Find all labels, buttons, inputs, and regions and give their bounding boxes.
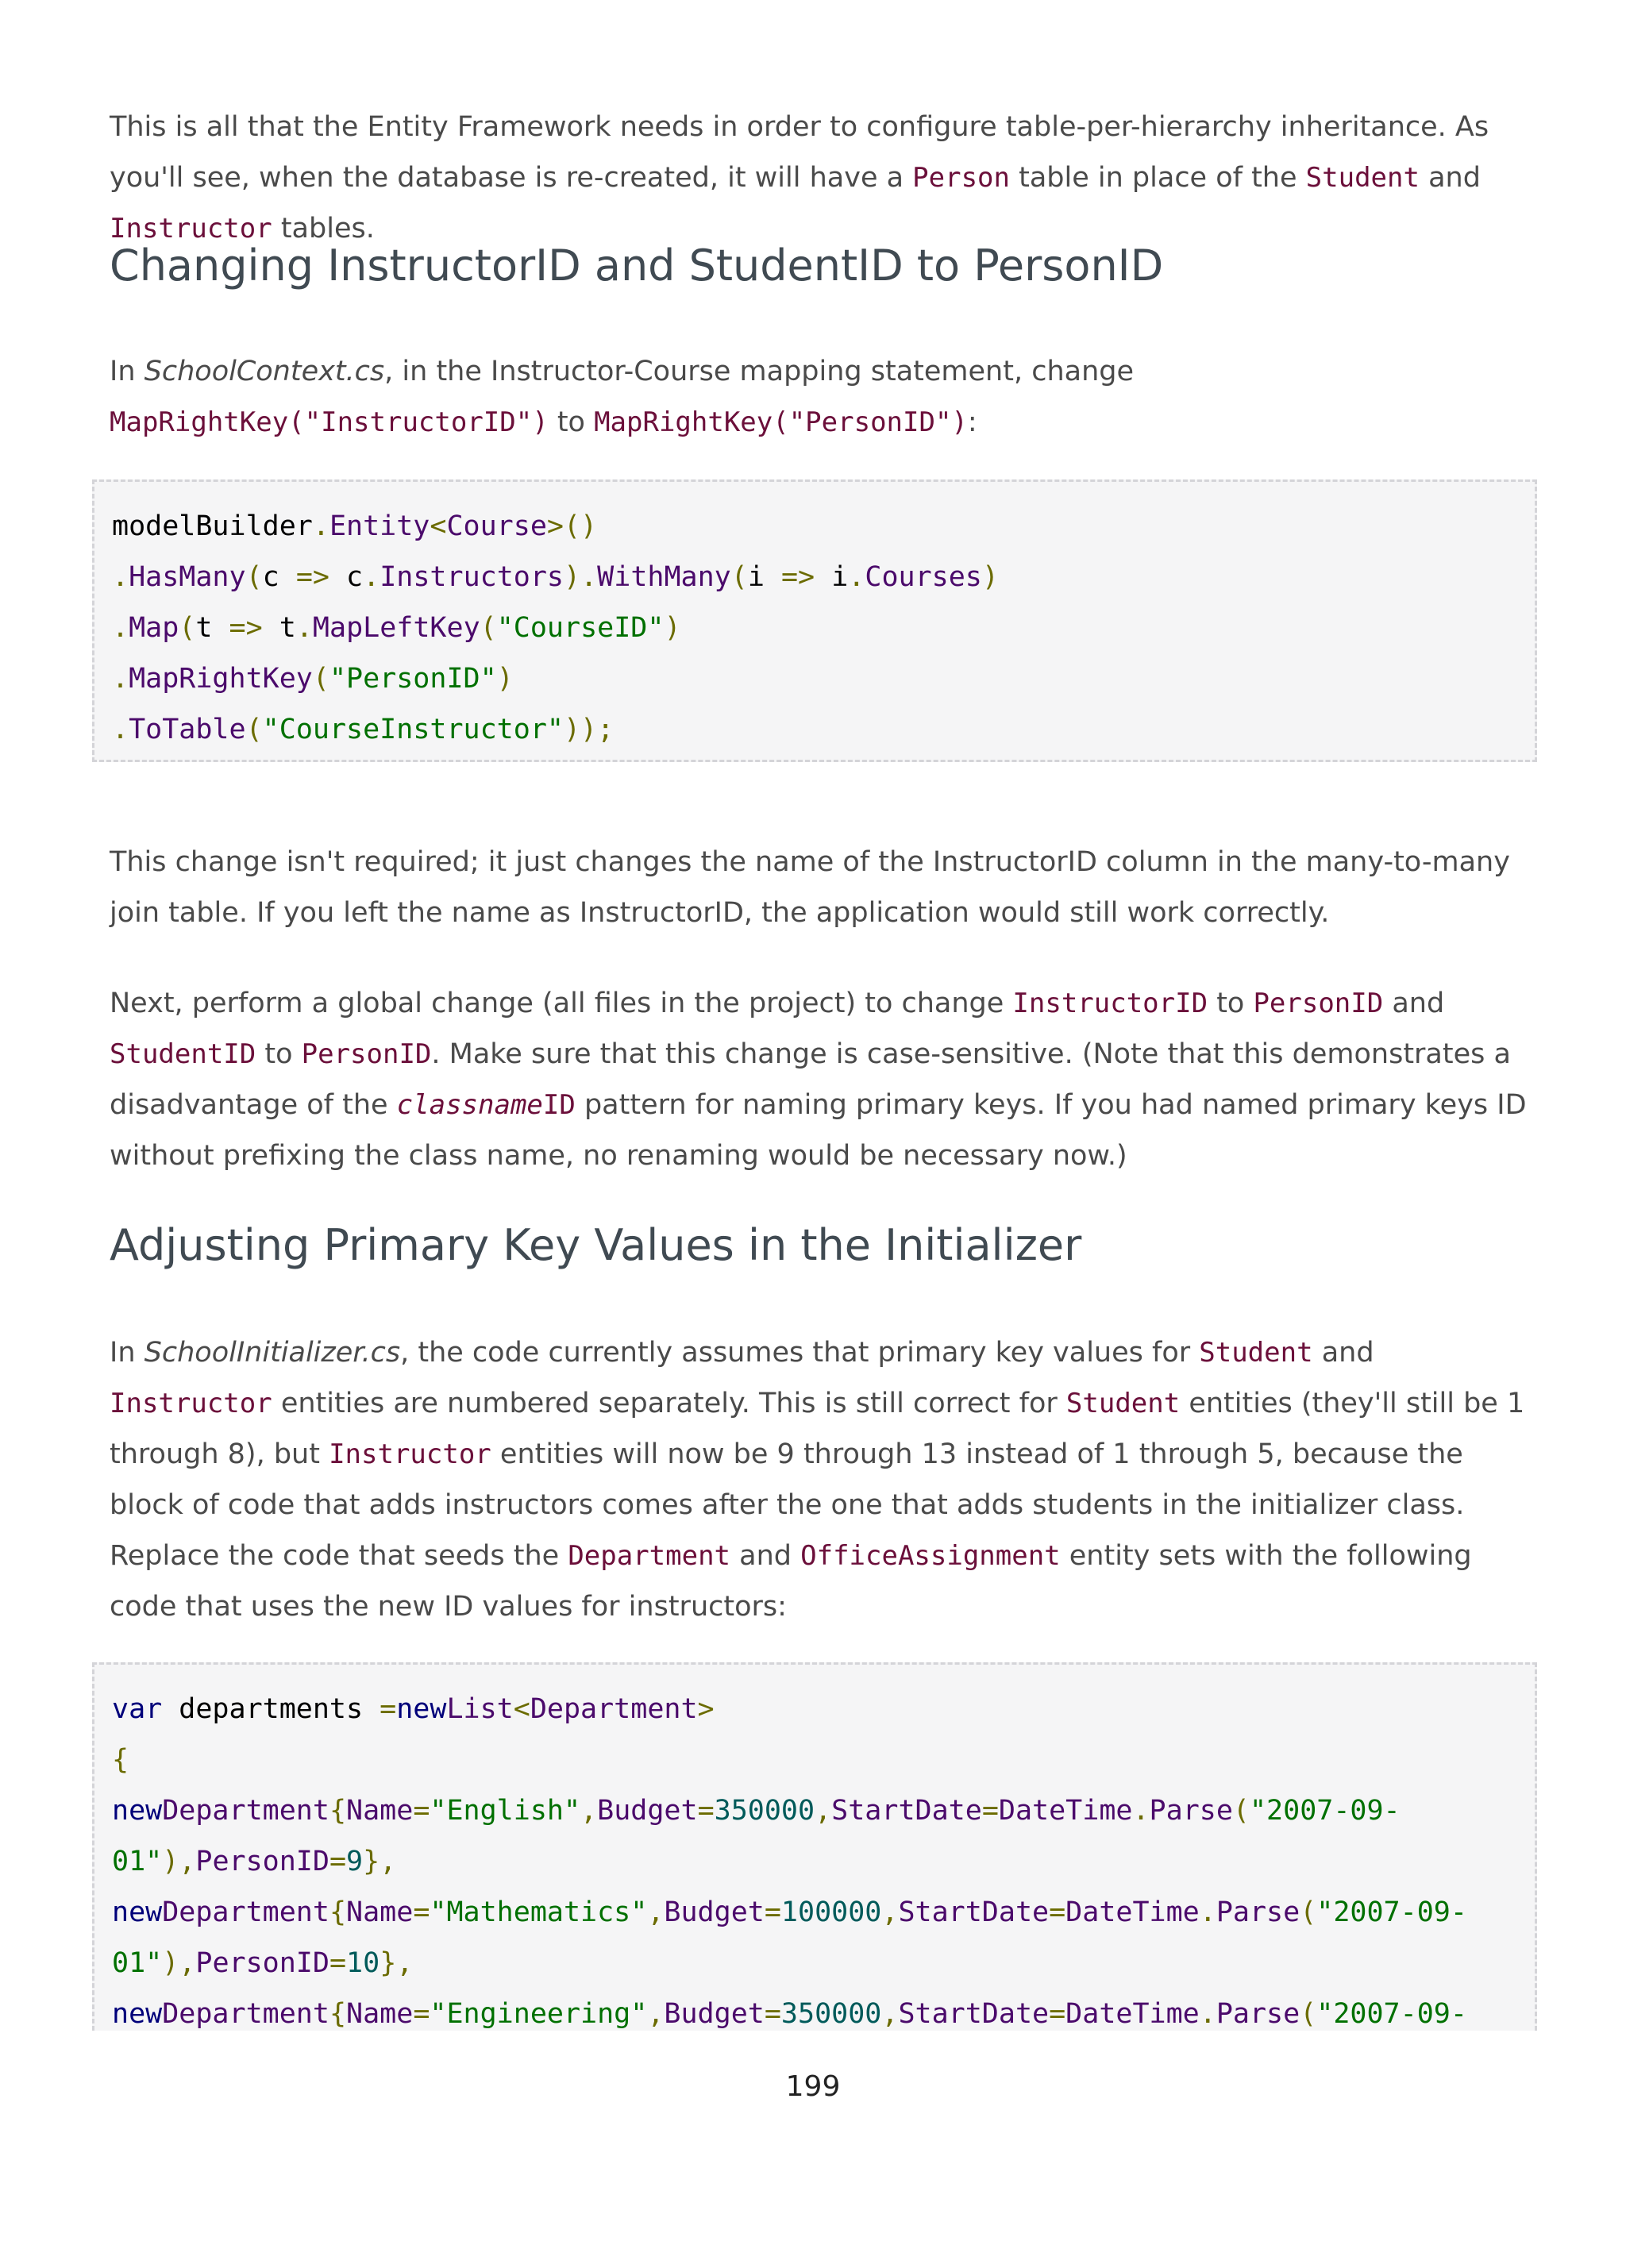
global-change-paragraph: Next, perform a global change (all files in the project) to change InstructorID to PersonID and StudentID to PersonID. Make sure that this change is case-sensitive. (Note that this demonstrates a disadvantage of the classnameID pattern for naming primary keys. If you had named primary keys ID without prefixing the class name, no renaming would be necessary now.) [110, 988, 1527, 1172]
code-line-1: modelBuilder.Entity<Course>() [112, 510, 598, 542]
code-line-7: newDepartment{Name="Engineering",Budget=350000,StartDate=DateTime.Parse("2007-09- [112, 1998, 1467, 2030]
schoolinitializer-paragraph: In SchoolInitializer.cs, the code currently assumes that primary key values for Student and Instructor entities are numbered separately. This is still correct for Student entities (they'll still be 1 through 8), but Instructor entities will now be 9 through 13 instead of 1 through 5, because the block of code that adds instructors comes after the one that adds students in the initializer class. Replace the code that seeds the Department and OfficeAssignment entity sets with the following code that uses the new ID values for instructors: [110, 1337, 1525, 1623]
inline-code-studentid: StudentID [110, 1038, 256, 1070]
section-heading-changing-ids: Changing InstructorID and StudentID to PersonID [110, 241, 1164, 291]
inline-code-student: Student [1305, 162, 1420, 194]
inline-code-person: Person [912, 162, 1010, 194]
inline-code-personid: PersonID [1253, 988, 1384, 1019]
inline-code-instructor: Instructor [110, 213, 272, 245]
code-line-3: .Map(t => t.MapLeftKey("CourseID") [112, 612, 681, 644]
intro-paragraph: This is all that the Entity Framework needs in order to configure table-per-hierarchy inheritance. As you'll see, when the database is re-created, it will have a Person table in place of the Student and Instructor tables. [110, 111, 1489, 245]
inline-code-student-2: Student [1199, 1337, 1313, 1369]
code-line-4: 01"),PersonID=9}, [112, 1846, 397, 1877]
section-heading-adjusting-keys: Adjusting Primary Key Values in the Initializer [110, 1220, 1082, 1270]
code-line-4: .MapRightKey("PersonID") [112, 663, 514, 695]
inline-code-department: Department [568, 1540, 731, 1572]
inline-code-id: ID [542, 1089, 576, 1121]
inline-code-maprightkey-personid: MapRightKey("PersonID") [594, 406, 968, 438]
inline-code-student-3: Student [1065, 1388, 1181, 1419]
page-number: 199 [785, 2070, 841, 2103]
inline-code-instructor-2: Instructor [110, 1388, 272, 1419]
code-line-6: 01"),PersonID=10}, [112, 1947, 414, 1979]
inline-code-instructorid: InstructorID [1012, 988, 1208, 1019]
inline-code-instructor-3: Instructor [329, 1438, 491, 1470]
code-line-5: .ToTable("CourseInstructor")); [112, 714, 615, 745]
schoolcontext-paragraph: In SchoolContext.cs, in the Instructor-Course mapping statement, change MapRightKey("InstructorID") to MapRightKey("PersonID"): [110, 356, 1135, 438]
code-line-3: newDepartment{Name="English",Budget=350000,StartDate=DateTime.Parse("2007-09- [112, 1795, 1401, 1827]
file-name-schoolcontext: SchoolContext.cs [144, 356, 385, 387]
code-line-5: newDepartment{Name="Mathematics",Budget=100000,StartDate=DateTime.Parse("2007-09- [112, 1896, 1467, 1928]
file-name-schoolinitializer: SchoolInitializer.cs [144, 1337, 401, 1369]
inline-code-personid-2: PersonID [301, 1038, 432, 1070]
code-line-2: { [112, 1744, 129, 1776]
code-line-1: var departments =newList<Department> [112, 1693, 715, 1725]
code-block-modelbuilder [92, 479, 1537, 762]
inline-code-officeassignment: OfficeAssignment [800, 1540, 1061, 1572]
code-block-departments [92, 1662, 1537, 2031]
inline-code-maprightkey-instructorid: MapRightKey("InstructorID") [110, 406, 549, 438]
inline-code-classname: classname [396, 1089, 543, 1121]
code-line-2: .HasMany(c => c.Instructors).WithMany(i => i.Courses) [112, 561, 999, 593]
change-not-required-paragraph: This change isn't required; it just changes the name of the InstructorID column in the many-to-many join table. If you left the name as InstructorID, the application would still work correctly. [110, 846, 1510, 929]
